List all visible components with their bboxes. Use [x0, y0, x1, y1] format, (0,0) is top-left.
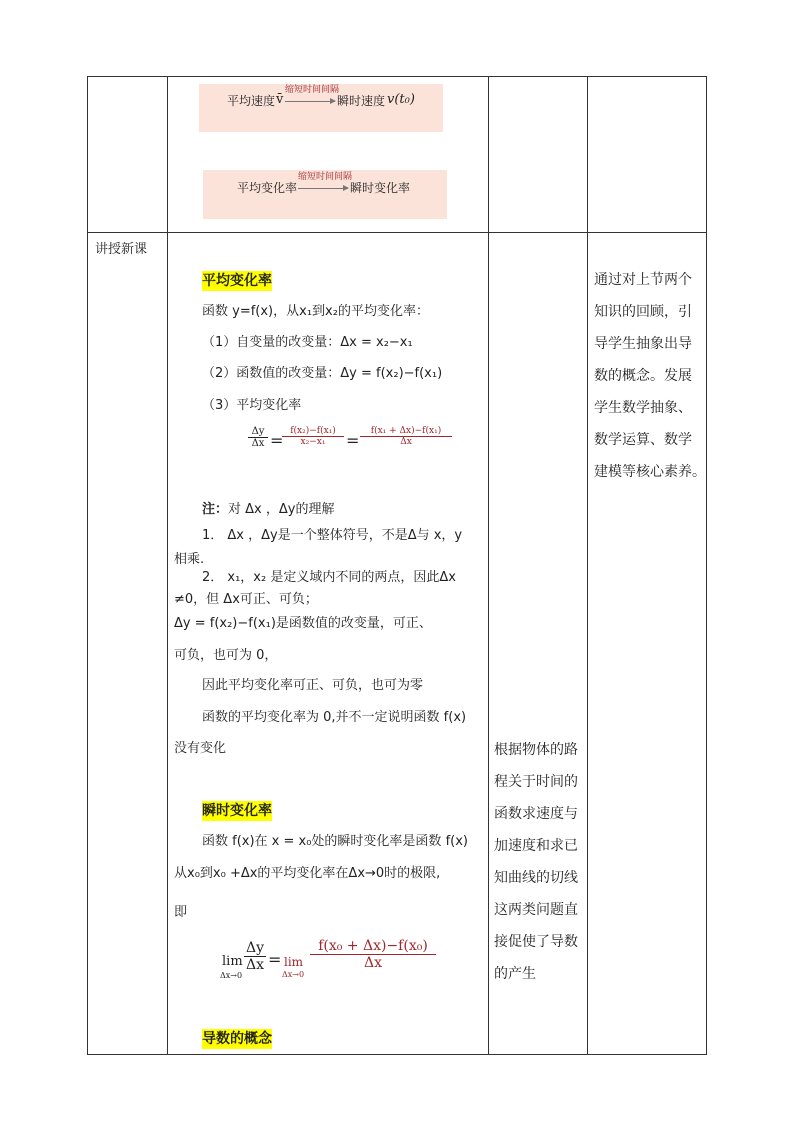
col4-line: 数学运算、数学 [594, 432, 692, 448]
equals-sign: = [270, 431, 284, 450]
col3-line: 这两类问题直 [494, 902, 578, 918]
average-rate-intro: 函数 y=f(x)，从x₁到x₂的平均变化率： [202, 304, 429, 319]
fraction-denominator: Δx [251, 438, 265, 449]
note-line-4: 因此平均变化率可正、可负，也可为零 [202, 678, 424, 693]
instant-rate-line-1: 函数 f(x)在 x = x₀处的瞬时变化率是函数 f(x) [202, 834, 468, 849]
section-title-derivative-concept: 导数的概念 [202, 1031, 272, 1047]
note-line-3b: 可负，也可为 0， [174, 648, 278, 663]
column-3-notes [494, 734, 578, 990]
col3-line: 函数求速度与 [494, 806, 578, 822]
col4-line: 学生数学抽象、 [594, 400, 692, 416]
right-arrow-icon-2 [298, 188, 348, 189]
note-line-2b: ≠0，但 Δx可正、可负； [174, 592, 318, 607]
table-col-line-1 [87, 76, 88, 1055]
note-line-2a: 2． x₁，x₂ 是定义域内不同的两点，因此Δx [202, 570, 456, 585]
limit-fraction-left: Δy Δx [246, 940, 265, 973]
table-col-line-2 [167, 76, 168, 1055]
average-rate-label: 平均变化率 [237, 181, 298, 195]
col4-line: 导学生抽象出导 [594, 336, 692, 352]
right-arrow-icon [285, 101, 335, 102]
limit-formula [220, 938, 440, 984]
col4-line: 通过对上节两个 [594, 272, 692, 288]
col3-line: 根据物体的路 [494, 742, 578, 758]
table-top-border [87, 76, 707, 77]
lim-symbol: lim [222, 954, 243, 969]
table-row-divider [87, 232, 707, 233]
average-velocity-symbol: v̄ [276, 92, 284, 107]
limit-equals: = [268, 950, 282, 969]
note-line-3a: Δy = f(x₂)−f(x₁)是函数值的改变量，可正、 [174, 616, 432, 631]
instant-rate-line-2: 从x₀到x₀ +Δx的平均变化率在Δx→0时的极限, [174, 866, 441, 881]
table-col-line-4 [587, 76, 588, 1055]
note-line-5a: 函数的平均变化率为 0,并不一定说明函数 f(x) [202, 710, 467, 725]
instant-rate-label: 瞬时变化率 [350, 181, 411, 195]
col3-line: 的产生 [494, 966, 536, 982]
lim-symbol-2: lim [284, 955, 304, 969]
col4-line: 数的概念。发展 [594, 368, 692, 384]
col3-line: 程关于时间的 [494, 774, 578, 790]
arrow-label-shorten-interval: 缩短时间间隔 [285, 85, 340, 95]
lim-subscript: Δx→0 [220, 971, 243, 980]
item-independent-change: （1）自变量的改变量：Δx = x₂−x₁ [202, 335, 413, 350]
table-col-line-3 [488, 76, 489, 1055]
col3-line: 加速度和求已 [494, 838, 578, 854]
instant-rate-line-3: 即 [174, 905, 188, 920]
concept-box-rate [203, 170, 447, 219]
note-line-1a: 1． Δx ，Δy是一个整体符号，不是Δ与 x，y [202, 528, 463, 543]
section-title-average-rate: 平均变化率 [202, 273, 272, 289]
note-heading: 注：对 Δx ，Δy的理解 [202, 502, 335, 517]
instant-velocity-symbol: v(t₀) [387, 92, 415, 107]
table-bottom-border [87, 1054, 707, 1055]
fraction-difference-quotient: f(x₂)−f(x₁) x₂−x₁ [282, 426, 344, 447]
item-average-rate: （3）平均变化率 [202, 398, 302, 413]
item-function-change: （2）函数值的改变量：Δy = f(x₂)−f(x₁) [202, 366, 443, 381]
col3-line: 知曲线的切线 [494, 870, 578, 886]
col3-line: 接促使了导数 [494, 934, 578, 950]
note-line-1b: 相乘. [174, 552, 205, 567]
instant-velocity-label: 瞬时速度 [337, 94, 386, 108]
lim-subscript-2: Δx→0 [282, 970, 305, 979]
arrow-label-shorten-interval-2: 缩短时间间隔 [298, 172, 353, 182]
column-4-notes [594, 264, 706, 488]
fraction-numerator: Δy [251, 426, 265, 437]
concept-box-velocity [199, 84, 443, 132]
fraction-increment-quotient: f(x₁ + Δx)−f(x₁) Δx [360, 426, 452, 447]
equals-sign-2: = [346, 431, 360, 450]
table-col-line-5 [706, 76, 707, 1055]
fraction-dy-dx [248, 426, 268, 449]
note-line-5b: 没有变化 [174, 741, 227, 756]
section-title-instant-rate: 瞬时变化率 [202, 803, 272, 819]
average-velocity-label: 平均速度 [227, 94, 276, 108]
col4-line: 建模等核心素养。 [594, 464, 706, 480]
limit-fraction-right: f(x₀ + Δx)−f(x₀) Δx [310, 938, 436, 971]
col4-line: 知识的回顾，引 [594, 304, 692, 320]
row-label-new-lesson: 讲授新课 [95, 242, 148, 257]
